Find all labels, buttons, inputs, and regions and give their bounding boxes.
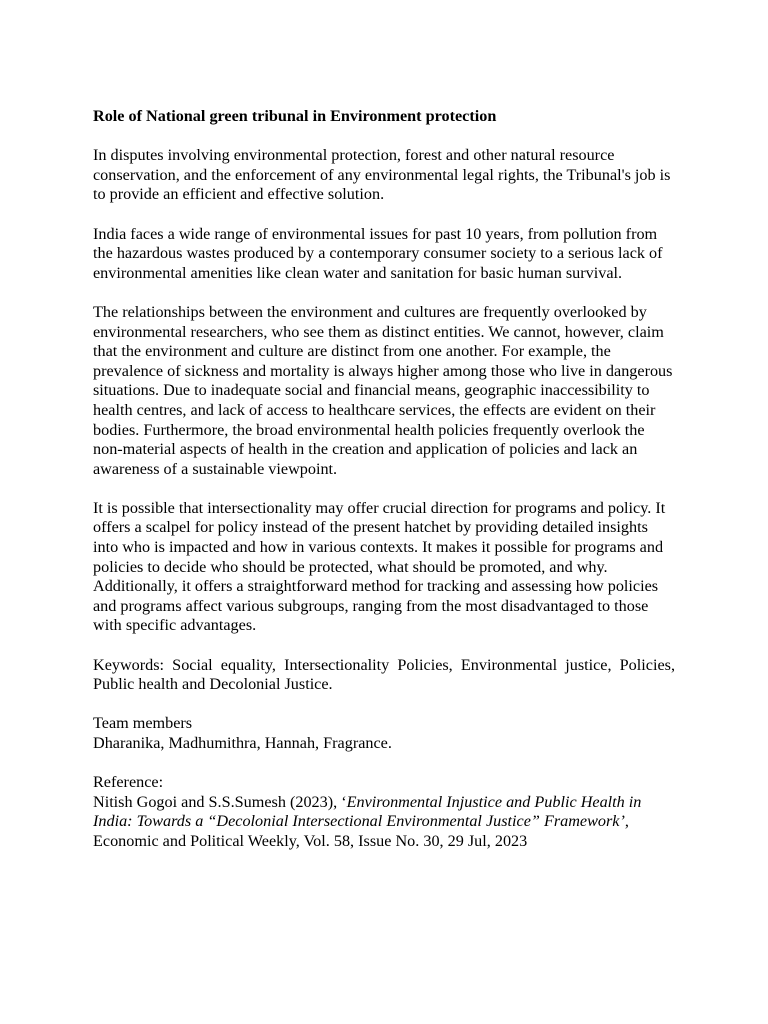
paragraph-intersectionality: It is possible that intersectionality may offer crucial direction for programs and policy. It offers a scalpel for policy instead of the present hatchet by providing detailed insights into who is impacted and how in various contexts. It makes it possible for programs and policies to decide who should be protected, what should be promoted, and why. Additionally, it offers a straightforward method for tracking and assessing how policies and programs affect various subgroups, ranging from the most disadvantaged to those with specific advantages. bbox=[93, 498, 666, 635]
team-heading: Team members bbox=[93, 714, 193, 733]
paragraph-environment-culture: The relationships between the environment and cultures are frequently overlooked by environmental researchers, who see them as distinct entities. We cannot, however, claim that the environment and culture are distinct from one another. For example, the prevalence of sickness and mortality is always higher among those who live in dangerous situations. Due to inadequate social and financial means, geographic inaccessibility to health centres, and lack of access to healthcare services, the effects are evident on their bodies. Furthermore, the broad environmental health policies frequently overlook the non-material aspects of health in the creation and application of policies and lack an awareness of a sustainable viewpoint. bbox=[93, 302, 673, 478]
reference-source: , Economic and Political Weekly, Vol. 58, Issue No. 30, 29 Jul, 2023 bbox=[93, 812, 629, 850]
reference-section bbox=[93, 773, 675, 851]
reference-title: Environmental Injustice and Public Health in India: Towards a “Decolonial Intersectional Environmental Justice” Framework’ bbox=[93, 792, 642, 831]
team-section bbox=[93, 714, 675, 753]
paragraph-india-issues: India faces a wide range of environmental issues for past 10 years, from pollution from the hazardous wastes produced by a contemporary consumer society to a serious lack of environmental amenities like clean water and sanitation for basic human survival. bbox=[93, 224, 663, 282]
team-names: Dharanika, Madhumithra, Hannah, Fragrance. bbox=[93, 734, 392, 752]
paragraph-tribunal-role: In disputes involving environmental protection, forest and other natural resource conservation, and the enforcement of any environmental legal rights, the Tribunal's job is to provide an efficient and effective solution. bbox=[93, 146, 671, 204]
keywords: Keywords: Social equality, Intersectionality Policies, Environmental justice, Policies, Public health and Decolonial Justice. bbox=[93, 655, 675, 694]
reference-heading: Reference: bbox=[93, 773, 164, 792]
document-title: Role of National green tribunal in Environment protection bbox=[93, 107, 497, 125]
reference-authors: Nitish Gogoi and S.S.Sumesh (2023), ‘ bbox=[93, 792, 347, 811]
document-page bbox=[93, 107, 675, 871]
